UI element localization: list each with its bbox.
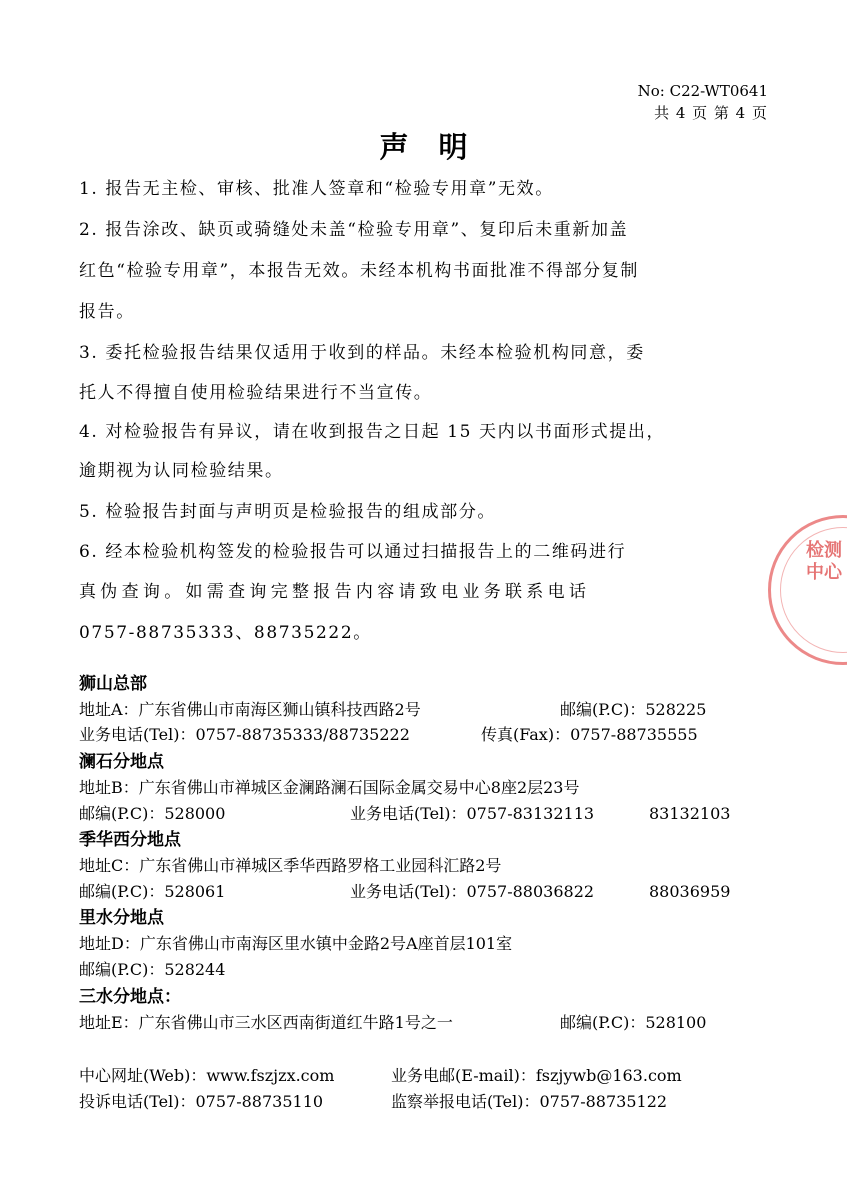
lishui-address: 地址D：广东省佛山市南海区里水镇中金路2号A座首层101室 (79, 934, 513, 953)
statement-3-line-1: 3. 委托检验报告结果仅适用于收到的样品。未经本检验机构同意，委 (79, 343, 645, 363)
page-title: 声明 (379, 130, 498, 164)
jihuaxi-address: 地址C：广东省佛山市禅城区季华西路罗格工业园科汇路2号 (79, 856, 502, 875)
location-heading-sanshui: 三水分地点： (79, 987, 181, 1007)
location-heading-lishui: 里水分地点 (79, 908, 164, 928)
location-heading-hq: 狮山总部 (79, 674, 147, 694)
lishui-postcode: 邮编(P.C)：528244 (79, 960, 226, 979)
jihuaxi-tel: 业务电话(Tel)：0757-88036822 (350, 882, 595, 901)
statement-4-line-1: 4. 对检验报告有异议，请在收到报告之日起 15 天内以书面形式提出， (79, 422, 666, 442)
contact-complaint-tel: 投诉电话(Tel)：0757-88735110 (79, 1092, 324, 1111)
lanshi-address: 地址B：广东省佛山市禅城区金澜路澜石国际金属交易中心8座2层23号 (79, 778, 580, 797)
location-heading-lanshi: 澜石分地点 (79, 752, 164, 772)
contact-report-tel: 监察举报电话(Tel)：0757-88735122 (391, 1092, 668, 1111)
contact-web: 中心网址(Web)：www.fszjzx.com (79, 1066, 335, 1085)
official-seal-text: 检测中心 (806, 540, 842, 583)
jihuaxi-postcode: 邮编(P.C)：528061 (79, 882, 226, 901)
jihuaxi-tel-2: 88036959 (649, 882, 731, 901)
statement-6-line-1: 6. 经本检验机构签发的检验报告可以通过扫描报告上的二维码进行 (79, 542, 627, 562)
statement-2-line-1: 2. 报告涂改、缺页或骑缝处未盖“检验专用章”、复印后未重新加盖 (79, 220, 629, 240)
statement-1: 1. 报告无主检、审核、批准人签章和“检验专用章”无效。 (79, 179, 554, 199)
sanshui-postcode: 邮编(P.C)：528100 (560, 1013, 707, 1032)
contact-email: 业务电邮(E-mail)：fszjywb@163.com (391, 1066, 682, 1085)
statement-6-line-2: 真伪查询。如需查询完整报告内容请致电业务联系电话 (79, 582, 591, 602)
statement-2-line-3: 报告。 (79, 302, 135, 322)
hq-fax: 传真(Fax)：0757-88735555 (481, 725, 698, 744)
hq-postcode: 邮编(P.C)：528225 (560, 700, 707, 719)
lanshi-postcode: 邮编(P.C)：528000 (79, 804, 226, 823)
document-number: No: C22-WT0641 (637, 82, 768, 100)
page-info: 共 4 页 第 4 页 (654, 104, 768, 122)
hq-address: 地址A：广东省佛山市南海区狮山镇科技西路2号 (79, 700, 421, 719)
lanshi-tel: 业务电话(Tel)：0757-83132113 (350, 804, 595, 823)
statement-2-line-2: 红色“检验专用章”，本报告无效。未经本机构书面批准不得部分复制 (79, 261, 639, 281)
location-heading-jihuaxi: 季华西分地点 (79, 830, 181, 850)
statement-3-line-2: 托人不得擅自使用检验结果进行不当宣传。 (79, 383, 433, 403)
statement-5: 5. 检验报告封面与声明页是检验报告的组成部分。 (79, 502, 497, 522)
lanshi-tel-2: 83132103 (649, 804, 731, 823)
sanshui-address: 地址E：广东省佛山市三水区西南街道红牛路1号之一 (79, 1013, 453, 1032)
hq-tel: 业务电话(Tel)：0757-88735333/88735222 (79, 725, 410, 744)
statement-4-line-2: 逾期视为认同检验结果。 (79, 461, 284, 481)
statement-6-line-3: 0757-88735333、88735222。 (79, 623, 372, 643)
